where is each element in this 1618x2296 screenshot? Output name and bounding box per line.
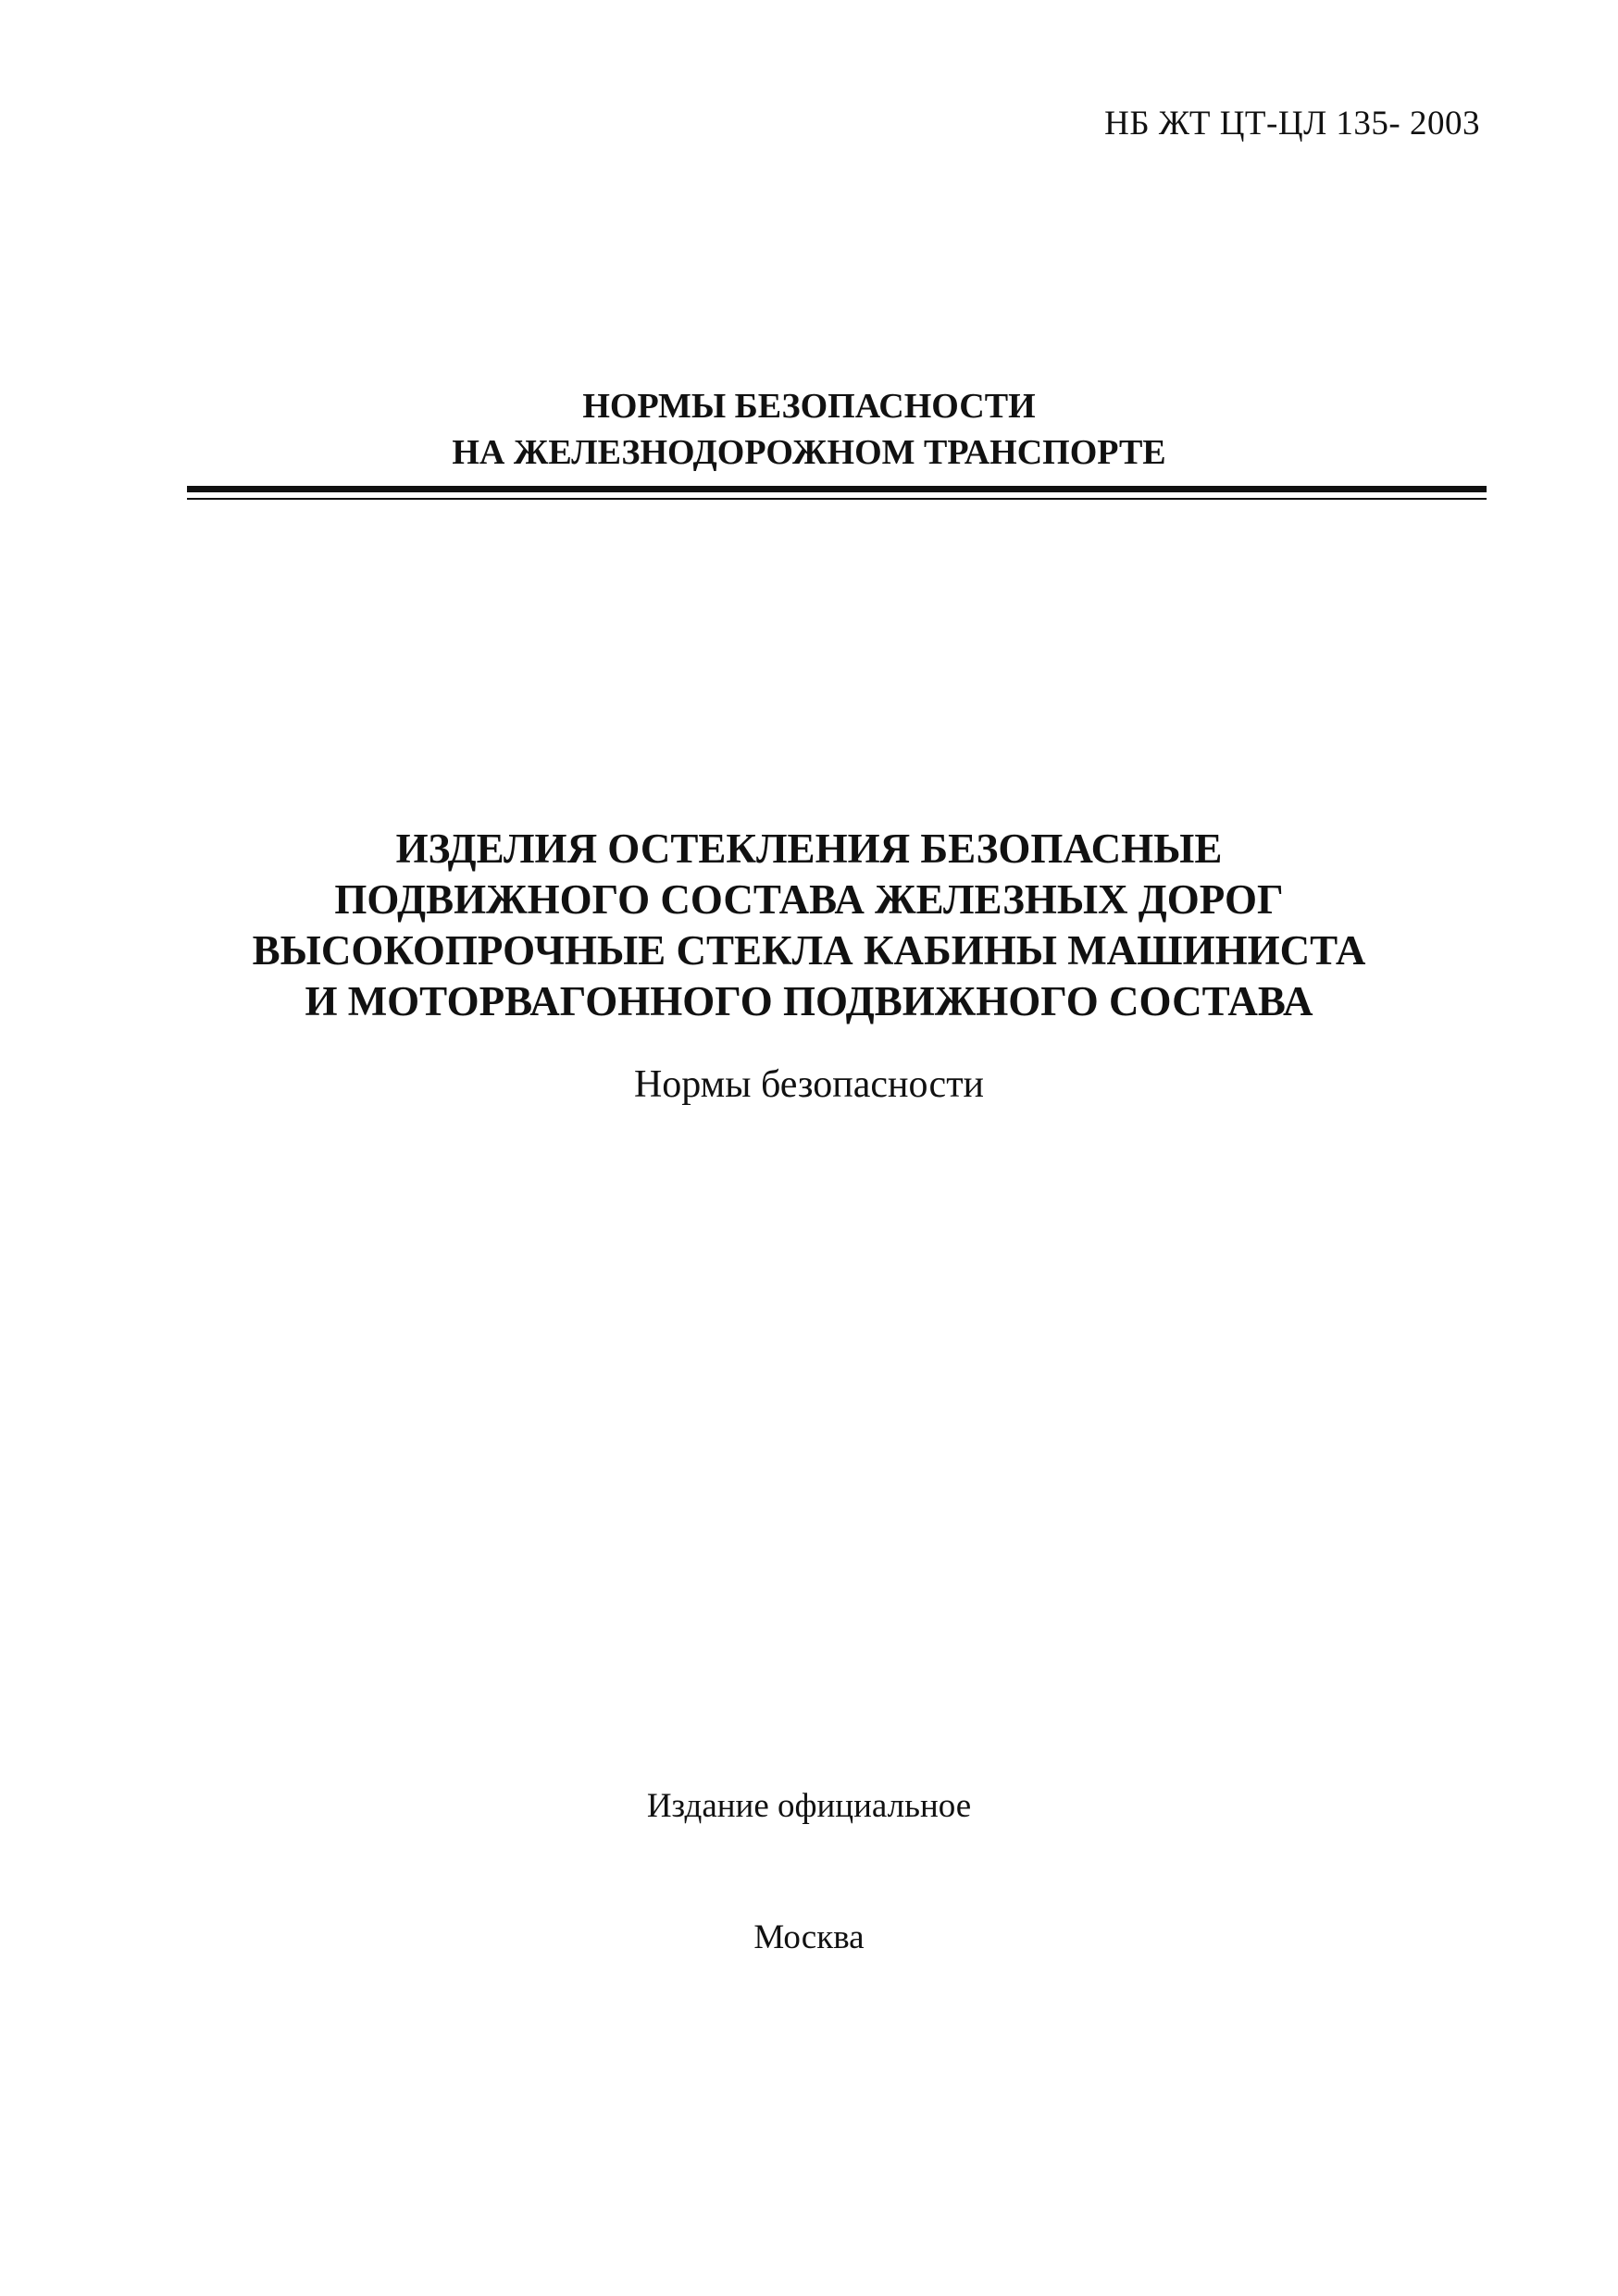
- series-heading-line: НОРМЫ БЕЗОПАСНОСТИ: [582, 387, 1036, 426]
- document-title-line: ПОДВИЖНОГО СОСТАВА ЖЕЛЕЗНЫХ ДОРОГ: [334, 876, 1284, 923]
- document-title: [0, 824, 1618, 1027]
- document-subtitle: Нормы безопасности: [633, 1063, 985, 1106]
- document-code: НБ ЖТ ЦТ-ЦЛ 135- 2003: [1104, 105, 1480, 143]
- document-title-line: ВЫСОКОПРОЧНЫЕ СТЕКЛА КАБИНЫ МАШИНИСТА: [252, 927, 1366, 974]
- document-title-line: И МОТОРВАГОННОГО ПОДВИЖНОГО СОСТАВА: [305, 978, 1313, 1024]
- series-heading: [0, 383, 1618, 476]
- heading-divider-thin: [187, 498, 1487, 500]
- edition-label: Издание официальное: [646, 1787, 972, 1825]
- document-title-line: ИЗДЕЛИЯ ОСТЕКЛЕНИЯ БЕЗОПАСНЫЕ: [395, 825, 1223, 872]
- heading-divider-thick: [187, 486, 1487, 492]
- publication-city: Москва: [753, 1918, 865, 1956]
- series-heading-line: НА ЖЕЛЕЗНОДОРОЖНОМ ТРАНСПОРТЕ: [452, 433, 1166, 472]
